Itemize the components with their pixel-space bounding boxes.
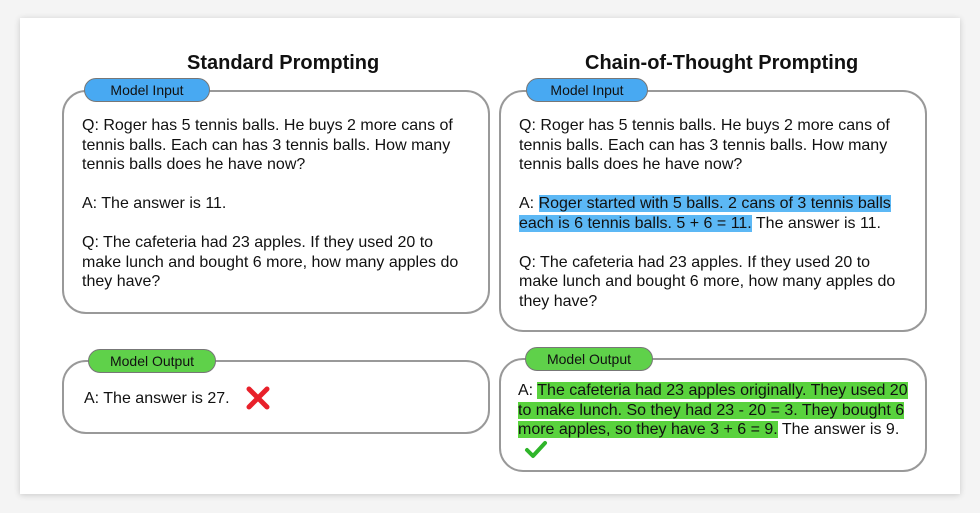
cot-q2: Q: The cafeteria had 23 apples. If they used 20 to make lunch and bought 6 more, how many apples do they have? (519, 253, 896, 310)
cot-a1-prefix: A: (519, 195, 539, 212)
standard-input-label: Model Input (84, 78, 210, 102)
standard-prompting-title: Standard Prompting (187, 52, 380, 74)
check-icon (524, 440, 548, 460)
cot-input-label: Model Input (526, 78, 648, 102)
cross-icon (245, 385, 271, 411)
cot-a1 (519, 194, 911, 233)
cot-output-answer: The answer is 9. (777, 421, 900, 438)
cot-output (518, 381, 910, 461)
standard-q2: Q: The cafeteria had 23 apples. If they used 20 to make lunch and bought 6 more, how many apples do they have? (82, 234, 459, 290)
cot-a1-reasoning-highlight: Roger started with 5 balls. 2 cans of 3 tennis balls each is 6 tennis balls. 5 + 6 = 11. (519, 195, 891, 232)
standard-a1: A: The answer is 11. (82, 195, 227, 212)
cot-q1: Q: Roger has 5 tennis balls. He buys 2 more cans of tennis balls. Each can has 3 tennis balls. How many tennis balls does he have now? (519, 117, 890, 173)
cot-input-text (519, 116, 911, 311)
standard-input-text (82, 116, 474, 292)
cot-prompting-title: Chain-of-Thought Prompting (585, 52, 859, 74)
cot-output-prefix: A: (518, 382, 538, 399)
cot-output-reasoning-highlight: The cafeteria had 23 apples originally. They used 20 to make lunch. So they had 23 - 20 = 3. They bought 6 more apples, so they have 3 + 6 = 9. (518, 382, 908, 438)
cot-output-text (518, 381, 910, 461)
standard-q1: Q: Roger has 5 tennis balls. He buys 2 more cans of tennis balls. Each can has 3 tennis balls. How many tennis balls does he have now? (82, 117, 453, 173)
standard-output-text: A: The answer is 27. (84, 390, 230, 407)
standard-output-label: Model Output (88, 349, 216, 373)
cot-a1-answer: The answer is 11. (751, 214, 881, 232)
cot-output-label: Model Output (525, 347, 653, 371)
